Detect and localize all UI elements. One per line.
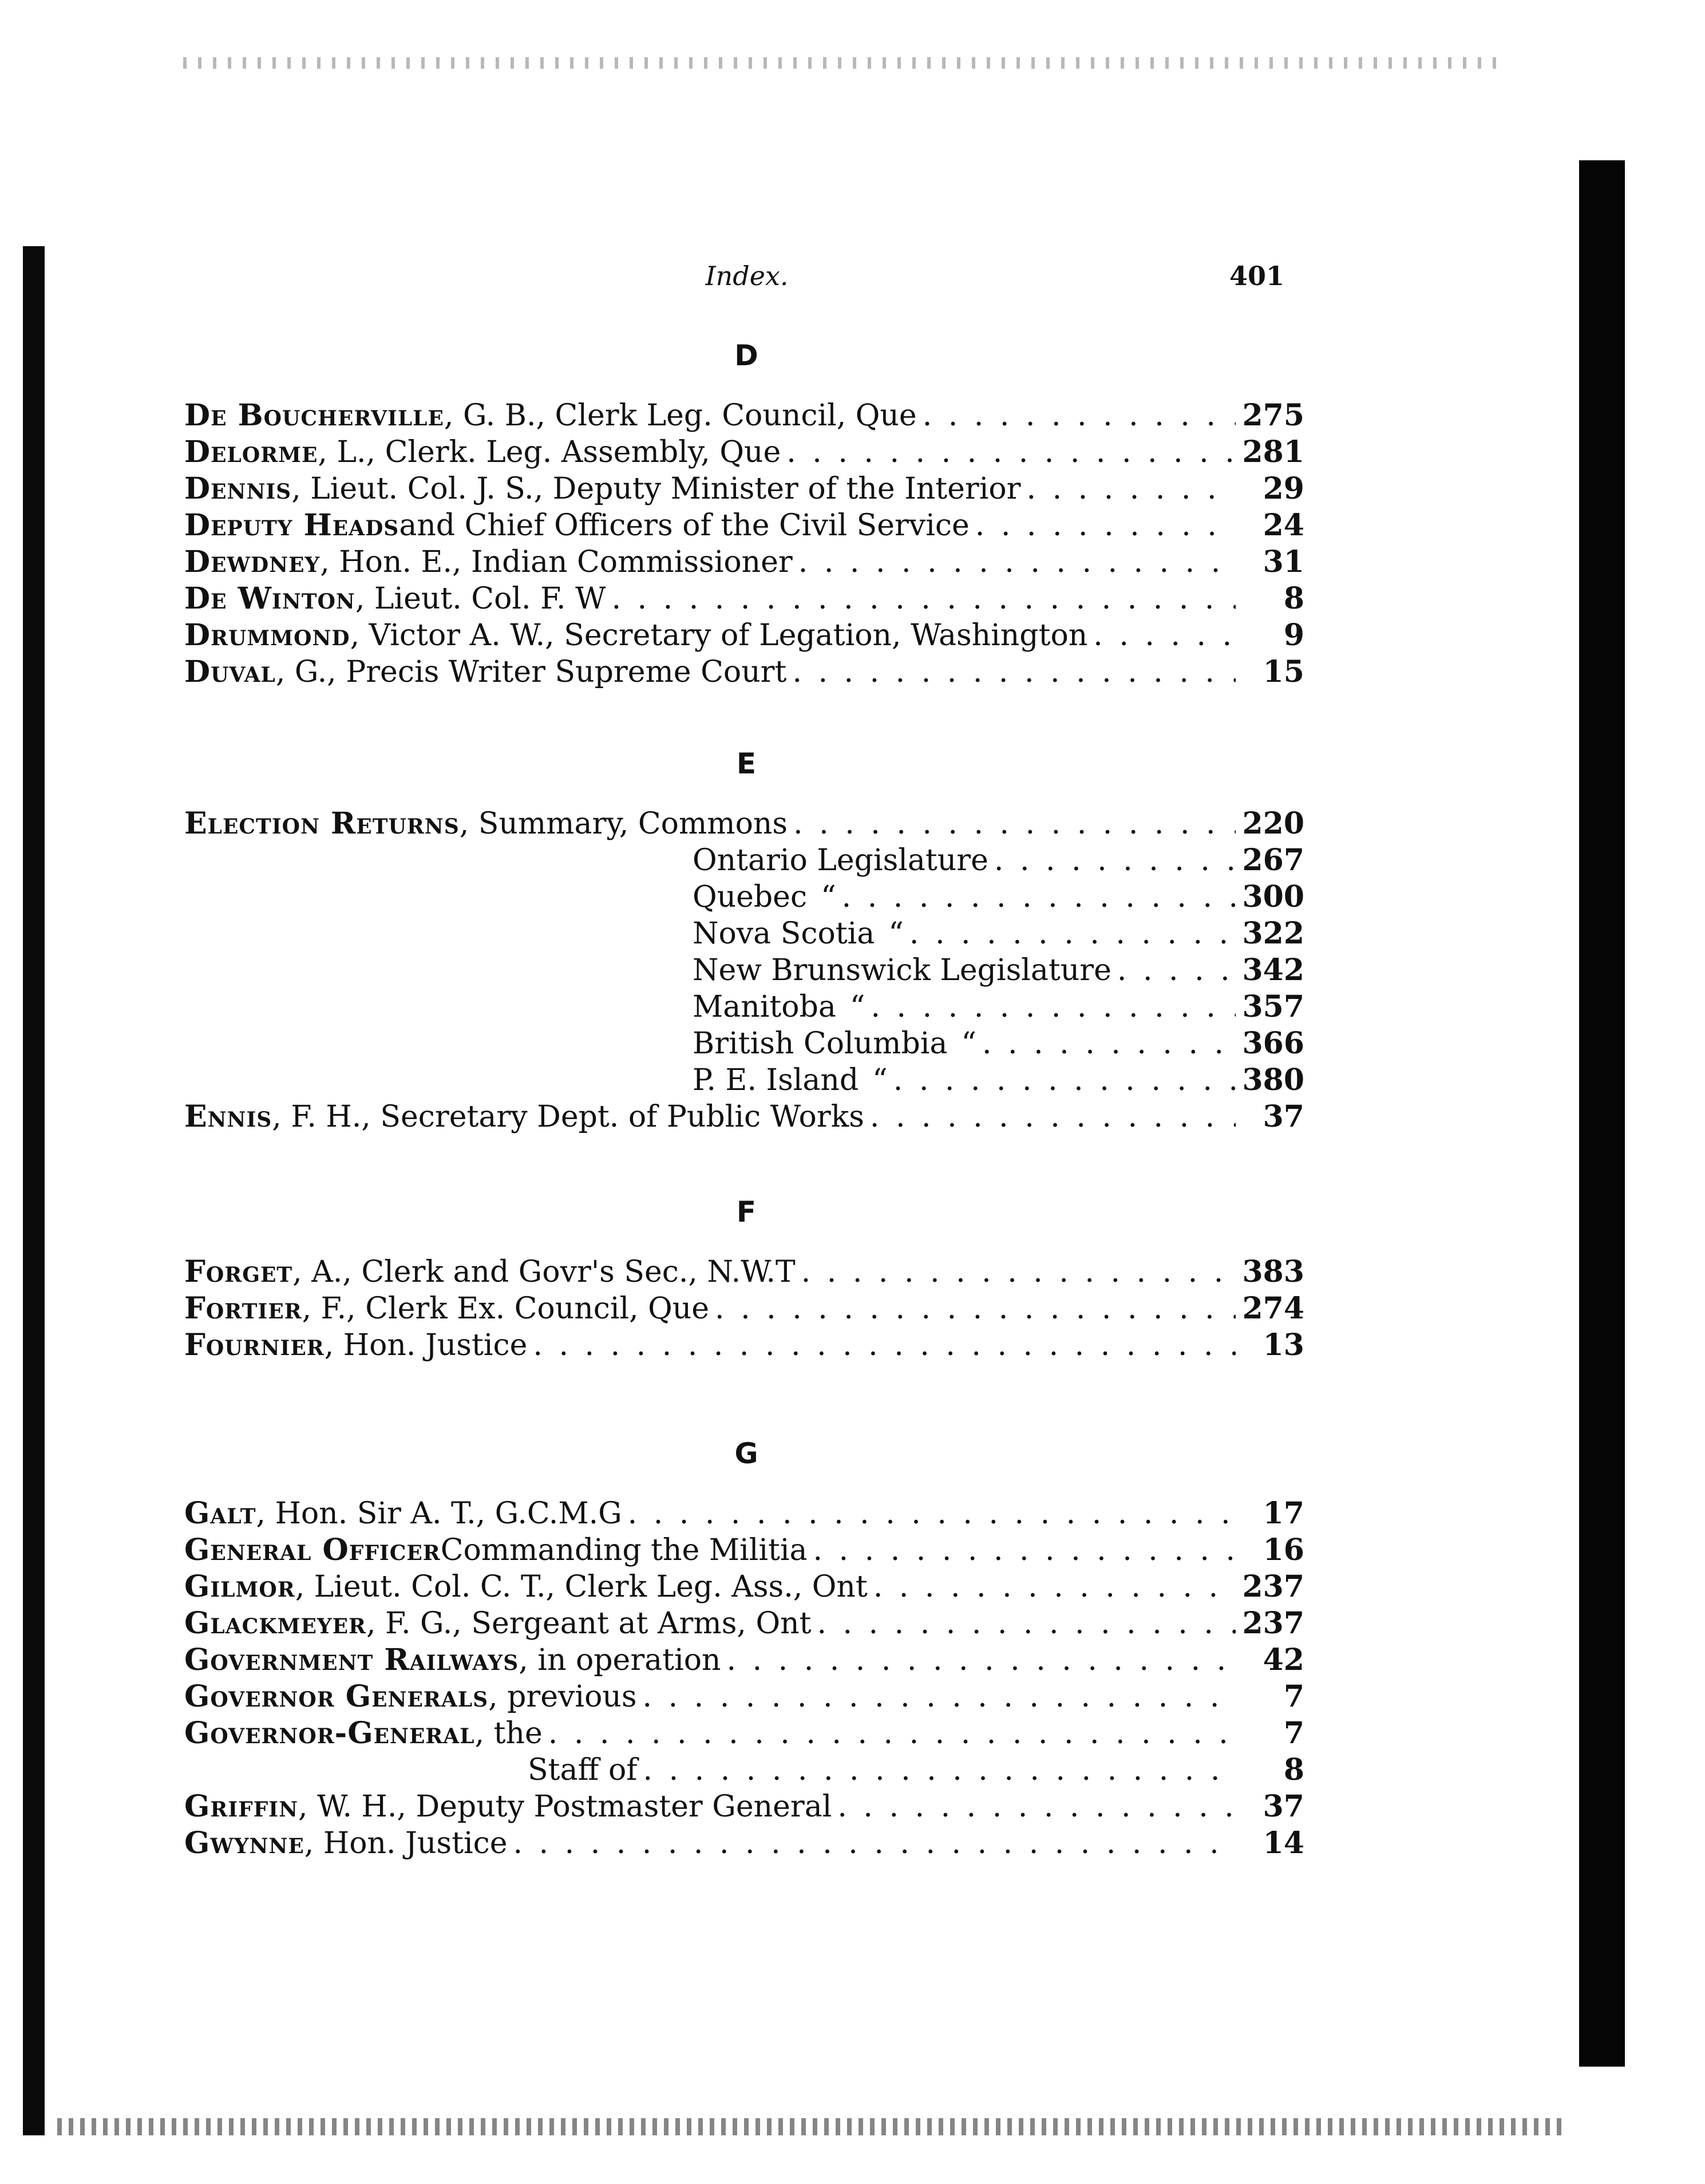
- dot-leader: [715, 1290, 1236, 1327]
- entry-desc: , Hon. Justice: [324, 1328, 528, 1362]
- ditto-mark: “: [961, 1026, 976, 1061]
- entry-desc: Manitoba: [693, 990, 836, 1024]
- index-entry: [184, 544, 1304, 580]
- entry-page: 322: [1242, 916, 1304, 951]
- entry-desc: Staff of: [528, 1753, 638, 1787]
- entry-name: Forget: [184, 1254, 293, 1289]
- entry-name: Duval: [184, 654, 276, 689]
- entry-desc: , previous: [488, 1680, 637, 1714]
- index-entry: [184, 434, 1304, 471]
- entry-desc: New Brunswick Legislature: [693, 953, 1111, 988]
- entry-page: 275: [1242, 398, 1304, 433]
- entry-page: 237: [1242, 1606, 1304, 1641]
- entry-page: 31: [1263, 544, 1304, 579]
- dot-leader: [533, 1327, 1236, 1364]
- entry-desc: , F., Clerk Ex. Council, Que: [302, 1292, 710, 1326]
- entry-name: Drummond: [184, 618, 350, 653]
- entry-page: 380: [1242, 1063, 1304, 1097]
- section-letter: E: [736, 747, 758, 780]
- entry-desc: , F. G., Sergeant at Arms, Ont: [366, 1606, 812, 1641]
- dot-leader: [871, 989, 1236, 1025]
- entry-name: Galt: [184, 1496, 256, 1531]
- index-subentry: [184, 989, 1304, 1025]
- entry-name: Ennis: [184, 1099, 272, 1134]
- entry-page: 17: [1263, 1496, 1304, 1531]
- entry-desc: , Summary, Commons: [459, 807, 788, 841]
- entry-desc: , in operation: [519, 1643, 721, 1677]
- entry-desc: , Lieut. Col. F. W: [355, 582, 606, 616]
- index-entry: [184, 1495, 1304, 1532]
- dot-leader: [1093, 617, 1236, 654]
- entry-desc: Quebec: [693, 880, 808, 914]
- entry-page: 9: [1283, 618, 1304, 653]
- entry-page: 37: [1263, 1099, 1304, 1134]
- section-letter: F: [736, 1195, 758, 1229]
- index-entry: [184, 1099, 1304, 1135]
- entry-page: 7: [1283, 1716, 1304, 1751]
- entry-name: Election Returns: [184, 806, 460, 841]
- entry-list: [184, 1254, 1304, 1364]
- index-subentry: [184, 915, 1304, 952]
- entry-desc: Nova Scotia: [693, 917, 875, 951]
- entry-list: [184, 397, 1304, 690]
- index-entry: [184, 1825, 1304, 1862]
- entry-desc: Ontario Legislature: [693, 843, 988, 878]
- entry-page: 24: [1263, 508, 1304, 543]
- index-subentry: [184, 952, 1304, 989]
- scan-noise-bottom: [57, 2118, 1562, 2135]
- entry-name: Governor Generals: [184, 1679, 489, 1714]
- index-subentry: [184, 1752, 1304, 1788]
- index-subentry: [184, 879, 1304, 915]
- entry-desc: P. E. Island: [693, 1063, 859, 1097]
- entry-desc: , W. H., Deputy Postmaster General: [298, 1790, 832, 1824]
- entry-name: Dewdney: [184, 544, 321, 579]
- dot-leader: [786, 434, 1236, 471]
- ditto-mark: “: [872, 1063, 888, 1097]
- entry-page: 16: [1263, 1533, 1304, 1567]
- entry-page: 220: [1242, 806, 1304, 841]
- entry-desc: British Columbia: [693, 1026, 948, 1061]
- entry-name: Griffin: [184, 1789, 299, 1824]
- entry-page: 37: [1263, 1789, 1304, 1824]
- entry-desc: , Hon. Justice: [304, 1826, 508, 1861]
- entry-page: 383: [1242, 1254, 1304, 1289]
- entry-desc: , Hon. Sir A. T., G.C.M.G: [256, 1496, 622, 1531]
- entry-name: Governor-General: [184, 1716, 475, 1751]
- index-entry: [184, 617, 1304, 654]
- dot-leader: [792, 654, 1236, 690]
- entry-name: General Officer: [184, 1533, 441, 1567]
- index-entry: [184, 654, 1304, 690]
- index-subentry: [184, 1062, 1304, 1099]
- dot-leader: [923, 397, 1236, 434]
- dot-leader: [994, 842, 1236, 879]
- entry-name: Glackmeyer: [184, 1606, 366, 1641]
- entry-page: 237: [1242, 1569, 1304, 1604]
- dot-leader: [873, 1569, 1236, 1605]
- ditto-mark: “: [888, 917, 904, 951]
- entry-page: 342: [1242, 953, 1304, 988]
- entry-page: 8: [1283, 1752, 1304, 1787]
- entry-desc: , the: [474, 1716, 543, 1751]
- index-entry: [184, 1254, 1304, 1290]
- index-entry: [184, 805, 1304, 842]
- entry-name: Gwynne: [184, 1826, 304, 1861]
- entry-name: Government Railways: [184, 1642, 519, 1677]
- entry-page: 13: [1263, 1328, 1304, 1362]
- dot-leader: [982, 1025, 1236, 1062]
- index-entry: [184, 507, 1304, 544]
- dot-leader: [842, 879, 1236, 915]
- entry-page: 7: [1283, 1679, 1304, 1714]
- entry-page: 29: [1263, 471, 1304, 506]
- dot-leader: [813, 1532, 1236, 1569]
- entry-desc: , Hon. E., Indian Commissioner: [320, 545, 793, 579]
- dot-leader: [727, 1642, 1236, 1679]
- dot-leader: [837, 1788, 1236, 1825]
- entry-page: 357: [1242, 989, 1304, 1024]
- ditto-mark: “: [849, 990, 865, 1024]
- dot-leader: [801, 1254, 1236, 1290]
- ditto-mark: “: [821, 880, 836, 914]
- scan-shadow-right: [1579, 160, 1625, 2067]
- index-entry: [184, 1715, 1304, 1752]
- entry-page: 366: [1242, 1026, 1304, 1061]
- entry-desc: Commanding the Militia: [440, 1533, 808, 1567]
- entry-list: [184, 805, 1304, 1135]
- index-entry: [184, 1569, 1304, 1605]
- entry-name: Fortier: [184, 1291, 302, 1326]
- dot-leader: [975, 507, 1236, 544]
- dot-leader: [643, 1679, 1236, 1715]
- index-entry: [184, 1532, 1304, 1569]
- entry-desc: , F. H., Secretary Dept. of Public Works: [272, 1100, 864, 1134]
- index-entry: [184, 1788, 1304, 1825]
- dot-leader: [870, 1099, 1236, 1135]
- dot-leader: [817, 1605, 1236, 1642]
- dot-leader: [628, 1495, 1236, 1532]
- entry-desc: , Lieut. Col. C. T., Clerk Leg. Ass., Ont: [295, 1570, 868, 1604]
- entry-desc: , Victor A. W., Secretary of Legation, Washington: [350, 618, 1088, 653]
- section-letter: G: [734, 1437, 759, 1470]
- entry-name: Fournier: [184, 1328, 325, 1362]
- entry-list: [184, 1495, 1304, 1862]
- dot-leader: [513, 1825, 1236, 1862]
- index-entry: [184, 1290, 1304, 1327]
- dot-leader: [798, 544, 1236, 580]
- entry-name: Dennis: [184, 471, 292, 506]
- entry-name: Gilmor: [184, 1569, 295, 1604]
- entry-desc: , L., Clerk. Leg. Assembly, Que: [318, 435, 781, 469]
- dot-leader: [612, 580, 1236, 617]
- index-entry: [184, 1679, 1304, 1715]
- entry-name: De Boucherville: [184, 398, 444, 433]
- entry-desc: , G., Precis Writer Supreme Court: [275, 655, 787, 689]
- entry-name: Delorme: [184, 435, 318, 469]
- entry-name: Deputy Heads: [184, 508, 399, 543]
- page-number: 401: [1229, 260, 1285, 291]
- dot-leader: [1117, 952, 1236, 989]
- index-entry: [184, 1327, 1304, 1364]
- entry-page: 8: [1283, 581, 1304, 616]
- index-subentry: [184, 842, 1304, 879]
- dot-leader: [893, 1062, 1236, 1099]
- dot-leader: [643, 1752, 1236, 1788]
- entry-desc: , G. B., Clerk Leg. Council, Que: [444, 398, 917, 433]
- index-subentry: [184, 1025, 1304, 1062]
- index-entry: [184, 1642, 1304, 1679]
- entry-desc: , A., Clerk and Govr's Sec., N.W.T: [292, 1255, 796, 1289]
- dot-leader: [1027, 471, 1236, 507]
- dot-leader: [909, 915, 1236, 952]
- page-header: [0, 260, 1705, 301]
- entry-page: 300: [1242, 879, 1304, 914]
- dot-leader: [548, 1715, 1236, 1752]
- dot-leader: [793, 805, 1236, 842]
- section-letter: D: [734, 339, 759, 372]
- index-entry: [184, 397, 1304, 434]
- entry-name: De Winton: [184, 581, 355, 616]
- scan-shadow-left: [23, 246, 45, 2135]
- index-entry: [184, 580, 1304, 617]
- entry-page: 14: [1263, 1826, 1304, 1861]
- scan-noise-top: [183, 57, 1499, 69]
- index-entry: [184, 471, 1304, 507]
- entry-page: 42: [1263, 1642, 1304, 1677]
- entry-desc: , Lieut. Col. J. S., Deputy Minister of the Interior: [291, 472, 1021, 506]
- entry-page: 267: [1242, 843, 1304, 878]
- entry-desc: and Chief Officers of the Civil Service: [399, 508, 970, 543]
- running-title: Index.: [705, 260, 789, 291]
- entry-page: 281: [1242, 435, 1304, 469]
- entry-page: 274: [1242, 1291, 1304, 1326]
- index-entry: [184, 1605, 1304, 1642]
- entry-page: 15: [1263, 654, 1304, 689]
